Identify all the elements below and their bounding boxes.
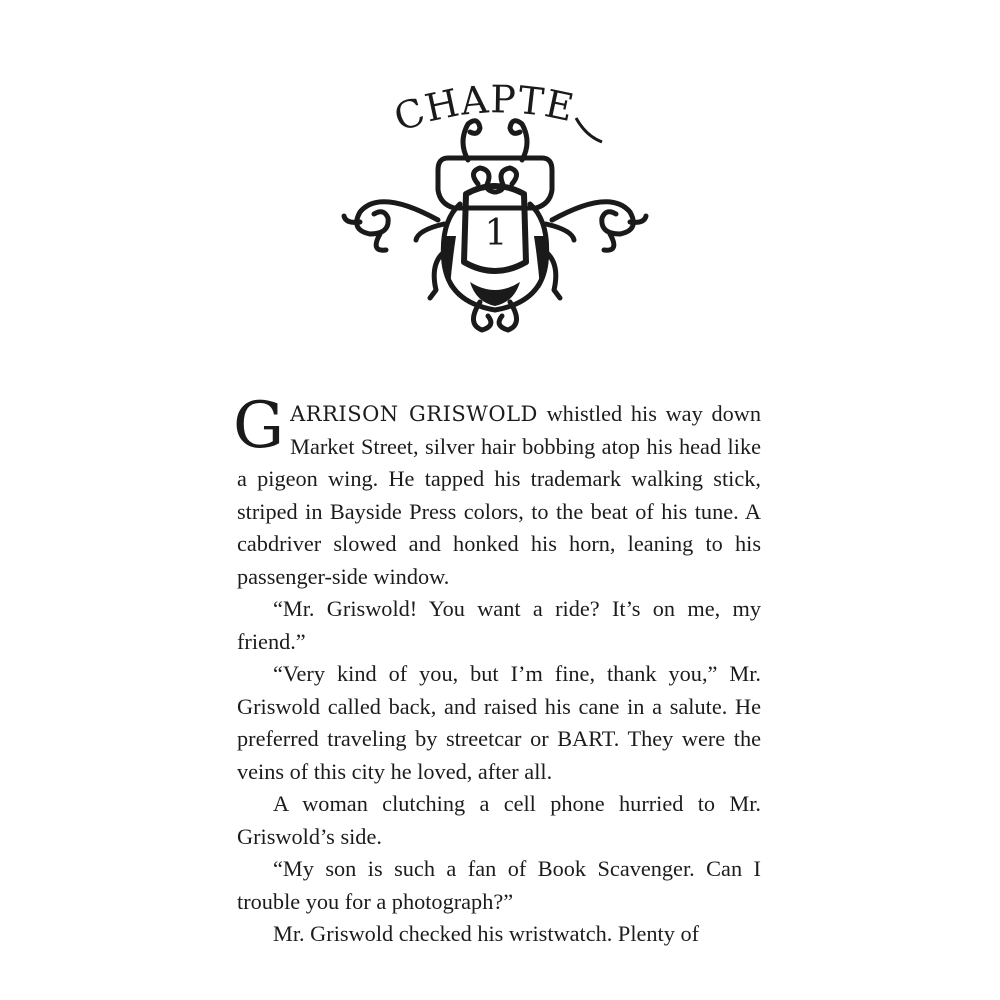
paragraph xyxy=(233,389,761,593)
paragraph: Mr. Griswold checked his wristwatch. Plenty of xyxy=(273,921,700,946)
paragraph: A woman clutching a cell phone hurried to Mr. Griswold’s side. xyxy=(237,791,761,849)
opening-smallcaps: ARRISON GRISWOLD xyxy=(290,402,538,426)
chapter-number: 1 xyxy=(484,212,508,254)
drop-cap: G xyxy=(233,389,285,463)
paragraph: “Mr. Griswold! You want a ride? It’s on me, my friend.” xyxy=(237,596,761,654)
paragraph: “Very kind of you, but I’m fine, thank you,” Mr. Griswold called back, and raised his cane in a salute. He preferred traveling by streetcar or BART. They were the veins of this city he loved, after all. xyxy=(237,661,761,784)
paragraph: “My son is such a fan of Book Scavenger. Can I trouble you for a photograph?” xyxy=(237,856,761,914)
chapter-body xyxy=(233,389,761,951)
chapter-label: CHAPTER xyxy=(365,39,579,141)
paragraph-text: whistled his way down Market Street, silver hair bobbing atop his head like a pigeon wing. He tapped his trademark walking stick, striped in Bayside Press colors, to the beat of his tune. A cabdriver slowed and honked his horn, leaning to his passenger-side window. xyxy=(237,401,761,589)
